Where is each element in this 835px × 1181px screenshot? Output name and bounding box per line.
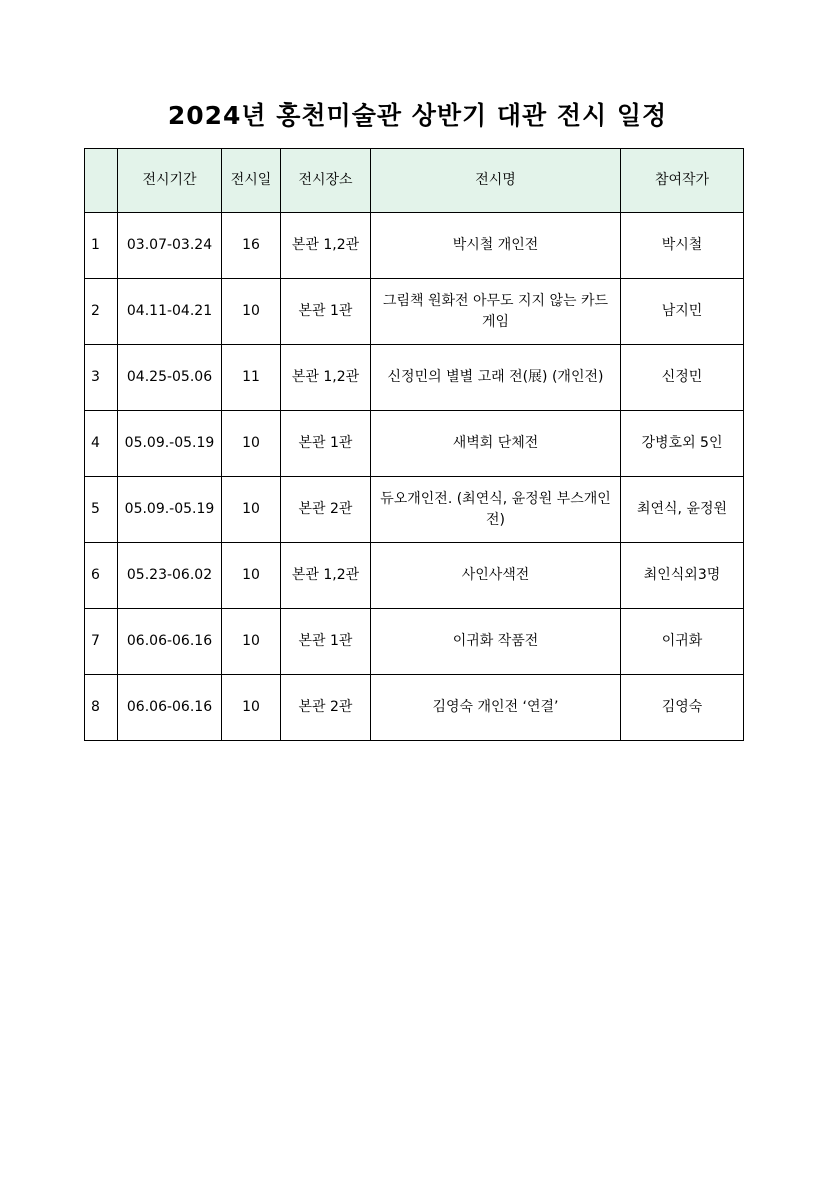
- table-row: [85, 411, 744, 477]
- cell-venue: 본관 1관: [281, 279, 371, 345]
- cell-venue: 본관 2관: [281, 477, 371, 543]
- cell-exhibition-name: 박시철 개인전: [371, 213, 621, 279]
- cell-number: 1: [85, 213, 118, 279]
- cell-exhibition-name: 신정민의 별별 고래 전(展) (개인전): [371, 345, 621, 411]
- cell-exhibition-name: 이귀화 작품전: [371, 609, 621, 675]
- table-row: [85, 543, 744, 609]
- table-row: [85, 345, 744, 411]
- cell-number: 5: [85, 477, 118, 543]
- cell-venue: 본관 2관: [281, 675, 371, 741]
- cell-venue: 본관 1,2관: [281, 213, 371, 279]
- page-title: 2024년 홍천미술관 상반기 대관 전시 일정: [167, 101, 668, 130]
- table-row: [85, 609, 744, 675]
- cell-artists: 박시철: [621, 213, 744, 279]
- cell-period: 06.06-06.16: [118, 675, 222, 741]
- cell-days: 11: [222, 345, 281, 411]
- cell-period: 04.25-05.06: [118, 345, 222, 411]
- cell-days: 10: [222, 411, 281, 477]
- cell-artists: 최인식외3명: [621, 543, 744, 609]
- cell-number: 7: [85, 609, 118, 675]
- header-days: 전시일: [222, 149, 281, 213]
- cell-venue: 본관 1,2관: [281, 543, 371, 609]
- table-row: [85, 675, 744, 741]
- table-body: [85, 213, 744, 741]
- cell-number: 2: [85, 279, 118, 345]
- header-artists: 참여작가: [621, 149, 744, 213]
- header-venue: 전시장소: [281, 149, 371, 213]
- table-row: [85, 279, 744, 345]
- cell-number: 4: [85, 411, 118, 477]
- cell-artists: 남지민: [621, 279, 744, 345]
- cell-period: 05.09.-05.19: [118, 477, 222, 543]
- cell-number: 8: [85, 675, 118, 741]
- header-row: [85, 149, 744, 213]
- header-period: 전시기간: [118, 149, 222, 213]
- cell-period: 06.06-06.16: [118, 609, 222, 675]
- table-row: [85, 213, 744, 279]
- cell-number: 3: [85, 345, 118, 411]
- exhibition-schedule-table: [84, 148, 744, 741]
- cell-number: 6: [85, 543, 118, 609]
- cell-period: 05.09.-05.19: [118, 411, 222, 477]
- cell-venue: 본관 1,2관: [281, 345, 371, 411]
- cell-artists: 신정민: [621, 345, 744, 411]
- cell-exhibition-name: 사인사색전: [371, 543, 621, 609]
- header-number: [85, 149, 118, 213]
- header-exhibition-name: 전시명: [371, 149, 621, 213]
- cell-days: 10: [222, 675, 281, 741]
- cell-period: 04.11-04.21: [118, 279, 222, 345]
- cell-artists: 김영숙: [621, 675, 744, 741]
- cell-days: 16: [222, 213, 281, 279]
- cell-period: 03.07-03.24: [118, 213, 222, 279]
- table-header: [85, 149, 744, 213]
- cell-days: 10: [222, 477, 281, 543]
- cell-exhibition-name: 듀오개인전. (최연식, 윤정원 부스개인전): [371, 477, 621, 543]
- cell-exhibition-name: 새벽회 단체전: [371, 411, 621, 477]
- cell-venue: 본관 1관: [281, 411, 371, 477]
- cell-days: 10: [222, 279, 281, 345]
- cell-venue: 본관 1관: [281, 609, 371, 675]
- cell-days: 10: [222, 609, 281, 675]
- cell-period: 05.23-06.02: [118, 543, 222, 609]
- cell-days: 10: [222, 543, 281, 609]
- cell-artists: 최연식, 윤정원: [621, 477, 744, 543]
- cell-artists: 이귀화: [621, 609, 744, 675]
- cell-artists: 강병호외 5인: [621, 411, 744, 477]
- table-row: [85, 477, 744, 543]
- cell-exhibition-name: 그림책 원화전 아무도 지지 않는 카드게임: [371, 279, 621, 345]
- cell-exhibition-name: 김영숙 개인전 ‘연결’: [371, 675, 621, 741]
